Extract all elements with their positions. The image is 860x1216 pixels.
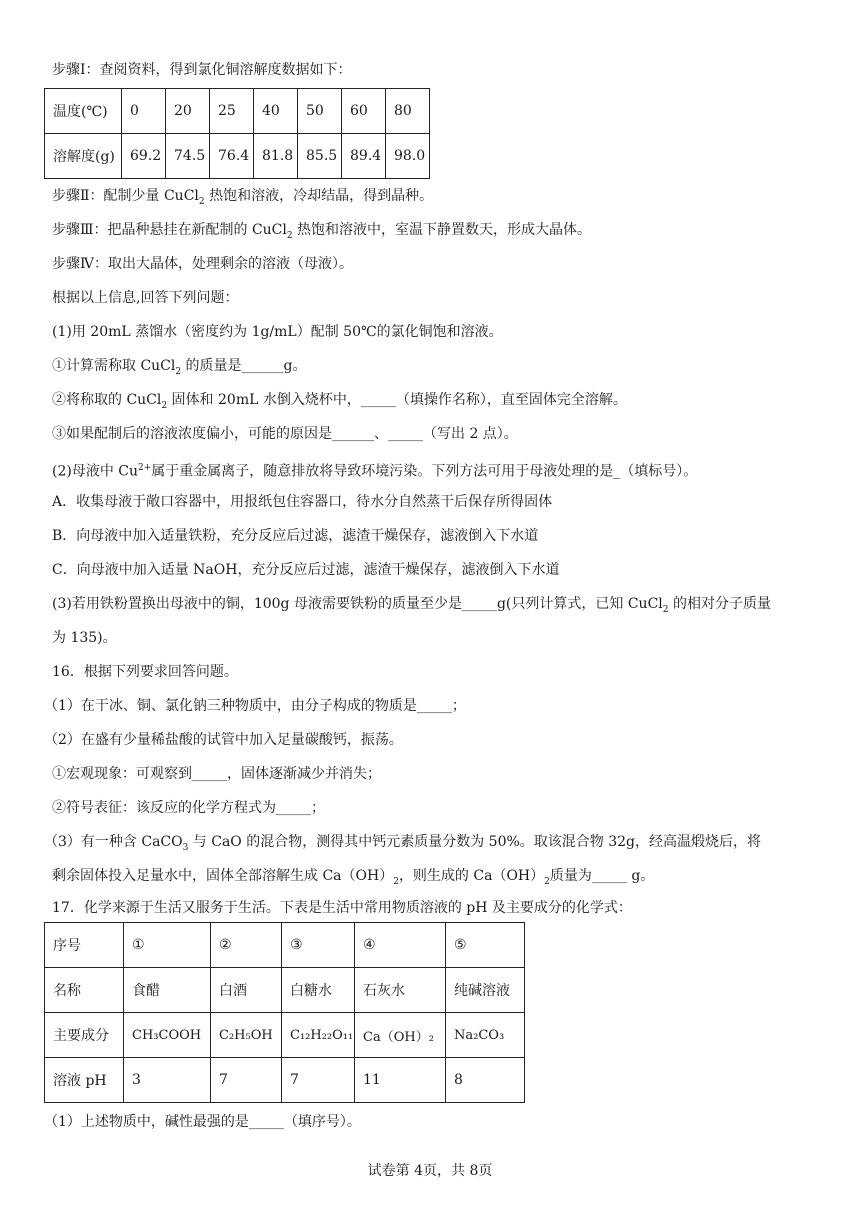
text-part: 热饱和溶液中，室温下静置数天，形成大晶体。 — [292, 222, 592, 238]
subscript: 2 — [544, 876, 550, 887]
text-part: 属于重金属离子，随意排放将导致环境污染。下列方法可用于母液处理的是_（填标号）。 — [151, 463, 698, 480]
table-cell: 40 — [254, 89, 298, 134]
table-row — [45, 923, 525, 968]
table-cell: 白酒 — [211, 968, 282, 1013]
problem-16-1: （1）在干冰、铜、氯化钠三种物质中，由分子构成的物质是_____； — [44, 698, 466, 714]
table-cell: 50 — [298, 89, 342, 134]
text-part: 热饱和溶液，冷却结晶，得到晶种。 — [204, 188, 434, 204]
problem-17-1: （1）上述物质中，碱性最强的是_____（填序号）。 — [44, 1114, 361, 1130]
table-cell: C₁₂H₂₂O₁₁ — [282, 1013, 355, 1058]
table-cell: 76.4 — [210, 134, 254, 179]
problem-16-2: （2）在盛有少量稀盐酸的试管中加入足量碳酸钙，振荡。 — [44, 732, 403, 748]
text-part: (3)若用铁粉置换出母液中的铜，100g 母液需要铁粉的质量至少是_____g(只列计算式，已知 CuCl — [52, 596, 663, 612]
table-cell: 0 — [122, 89, 166, 134]
table-cell: ④ — [355, 923, 446, 968]
subscript: 2 — [662, 604, 669, 615]
table-cell: 7 — [282, 1058, 355, 1103]
step2-text — [52, 186, 433, 212]
text-part: 的相对分子质量 — [668, 596, 771, 612]
table-cell: 89.4 — [342, 134, 386, 179]
table-cell: ⑤ — [446, 923, 525, 968]
table-cell: 主要成分 — [45, 1013, 124, 1058]
ph-table — [44, 922, 525, 1103]
table-cell: 85.5 — [298, 134, 342, 179]
superscript: 2+ — [138, 463, 152, 473]
solubility-table — [44, 88, 430, 179]
table-cell: 溶解度(g) — [45, 134, 122, 179]
text-part: 步骤Ⅲ：把晶种悬挂在新配制的 CuCl — [52, 222, 287, 238]
table-cell: 溶液 pH — [45, 1058, 124, 1103]
problem-16-title: 16．根据下列要求回答问题。 — [52, 664, 238, 680]
step1-text: 步骤Ⅰ：查阅资料，得到氯化铜溶解度数据如下： — [52, 62, 352, 78]
table-row — [45, 89, 430, 134]
table-cell: 石灰水 — [355, 968, 446, 1013]
question-3-cont: 为 135)。 — [52, 630, 117, 646]
table-cell: 7 — [211, 1058, 282, 1103]
question-1: (1)用 20mL 蒸馏水（密度约为 1g/mL）配制 50℃的氯化铜饱和溶液。 — [52, 324, 503, 340]
table-cell: 20 — [166, 89, 210, 134]
table-row — [45, 134, 430, 179]
table-cell: 60 — [342, 89, 386, 134]
problem-16-3 — [44, 832, 761, 858]
table-cell: ① — [124, 923, 211, 968]
table-cell: 69.2 — [122, 134, 166, 179]
text-part: ，则生成的 Ca（OH） — [398, 868, 545, 884]
page-footer: 试卷第 4页，共 8页 — [367, 1163, 493, 1179]
table-cell: Ca（OH）₂ — [355, 1013, 446, 1058]
text-part: (2)母液中 Cu — [52, 463, 139, 480]
text-part: ②将称取的 CuCl — [52, 392, 162, 408]
subscript: 2 — [161, 400, 168, 411]
table-cell: 74.5 — [166, 134, 210, 179]
text-part: 与 CaO 的混合物，测得其中钙元素质量分数为 50%。取该混合物 32g，经高温煅烧后，将 — [188, 834, 762, 850]
question-3 — [52, 594, 771, 620]
subscript: 2 — [175, 366, 182, 377]
table-cell: C₂H₅OH — [211, 1013, 282, 1058]
step3-text — [52, 220, 591, 246]
option-c: C．向母液中加入适量 NaOH，充分反应后过滤，滤渣干燥保存，滤液倒入下水道 — [52, 562, 560, 578]
table-row — [45, 1058, 525, 1103]
text-part: 固体和 20mL 水倒入烧杯中，_____（填操作名称），直至固体完全溶解。 — [167, 392, 627, 408]
subscript: 2 — [286, 230, 293, 241]
problem-16-2a: ①宏观现象：可观察到_____，固体逐渐减少并消失； — [52, 766, 381, 782]
option-b: B．向母液中加入适量铁粉，充分反应后过滤，滤渣干燥保存，滤液倒入下水道 — [52, 528, 539, 544]
text-part: （3）有一种含 CaCO — [44, 834, 183, 850]
subscript: 2 — [393, 876, 399, 887]
table-row — [45, 1013, 525, 1058]
text-part: 步骤Ⅱ：配制少量 CuCl — [52, 188, 199, 204]
table-cell: ② — [211, 923, 282, 968]
table-row — [45, 968, 525, 1013]
table-cell: 序号 — [45, 923, 124, 968]
table-cell: Na₂CO₃ — [446, 1013, 525, 1058]
table-cell: 8 — [446, 1058, 525, 1103]
table-cell: 3 — [124, 1058, 211, 1103]
table-cell: 11 — [355, 1058, 446, 1103]
text-part: 剩余固体投入足量水中，固体全部溶解生成 Ca（OH） — [52, 868, 394, 884]
step4-text: 步骤Ⅳ：取出大晶体，处理剩余的溶液（母液）。 — [52, 256, 353, 272]
question-1c: ③如果配制后的溶液浓度偏小，可能的原因是______、_____（写出 2 点）。 — [52, 426, 518, 442]
table-cell: 80 — [386, 89, 430, 134]
table-cell: 温度(℃) — [45, 89, 122, 134]
table-cell: 25 — [210, 89, 254, 134]
table-cell: 纯碱溶液 — [446, 968, 525, 1013]
table-cell: 白糖水 — [282, 968, 355, 1013]
table-cell: 名称 — [45, 968, 124, 1013]
subscript: 2 — [198, 196, 205, 207]
text-part: ①计算需称取 CuCl — [52, 358, 176, 374]
option-a: A．收集母液于敞口容器中，用报纸包住容器口，待水分自然蒸干后保存所得固体 — [52, 494, 553, 510]
table-cell: 98.0 — [386, 134, 430, 179]
question-1b — [52, 390, 627, 416]
subscript: 3 — [182, 842, 189, 853]
text-part: 的质量是______g。 — [181, 358, 307, 374]
table-cell: CH₃COOH — [124, 1013, 211, 1058]
problem-17-title: 17．化学来源于生活又服务于生活。下表是生活中常用物质溶液的 pH 及主要成分的化学式： — [52, 900, 632, 916]
table-cell: 食醋 — [124, 968, 211, 1013]
table-cell: ③ — [282, 923, 355, 968]
table-cell: 81.8 — [254, 134, 298, 179]
question-1a — [52, 356, 307, 382]
problem-16-3-cont — [52, 866, 654, 892]
intro-text: 根据以上信息,回答下列问题： — [52, 290, 239, 306]
problem-16-2b: ②符号表征：该反应的化学方程式为_____； — [52, 800, 325, 816]
question-2 — [52, 458, 697, 482]
text-part: 质量为_____ g。 — [549, 868, 655, 884]
